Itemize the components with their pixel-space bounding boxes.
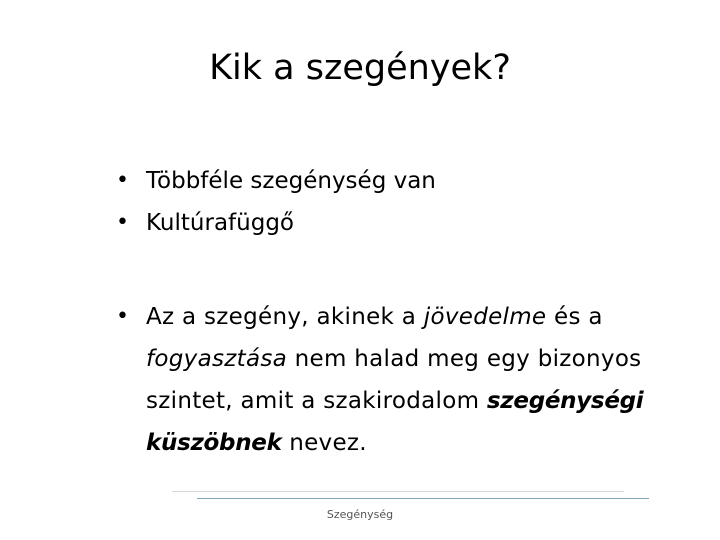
bullet-text-part: nem halad meg egy bizonyos szintet, amit a szakirodalom bbox=[146, 346, 642, 414]
bullet-text-part: Az a szegény, akinek a bbox=[146, 304, 424, 330]
footer-divider bbox=[172, 491, 624, 492]
slide-title: Kik a szegények? bbox=[209, 48, 511, 88]
bullet-text-part: nevez. bbox=[281, 430, 367, 456]
bullet-item bbox=[112, 202, 672, 244]
bullet-text-part: és a bbox=[546, 304, 603, 330]
emphasized-term-poverty-threshold: szegénységi küszöbnek bbox=[146, 388, 644, 456]
bullet-text: Kultúrafüggő bbox=[146, 210, 294, 236]
slide-footer: Szegénység bbox=[326, 508, 394, 521]
bullet-icon: • bbox=[116, 168, 129, 193]
footer-divider-accent bbox=[197, 498, 649, 499]
bullet-text: Többféle szegénység van bbox=[146, 168, 436, 194]
italic-term-consumption: fogyasztása bbox=[146, 346, 288, 372]
bullet-icon: • bbox=[116, 304, 130, 329]
bullet-item bbox=[112, 296, 672, 464]
bullet-icon: • bbox=[116, 210, 129, 235]
italic-term-income: jövedelme bbox=[423, 304, 547, 330]
bullet-item bbox=[112, 160, 672, 202]
bullet-list bbox=[112, 160, 672, 464]
